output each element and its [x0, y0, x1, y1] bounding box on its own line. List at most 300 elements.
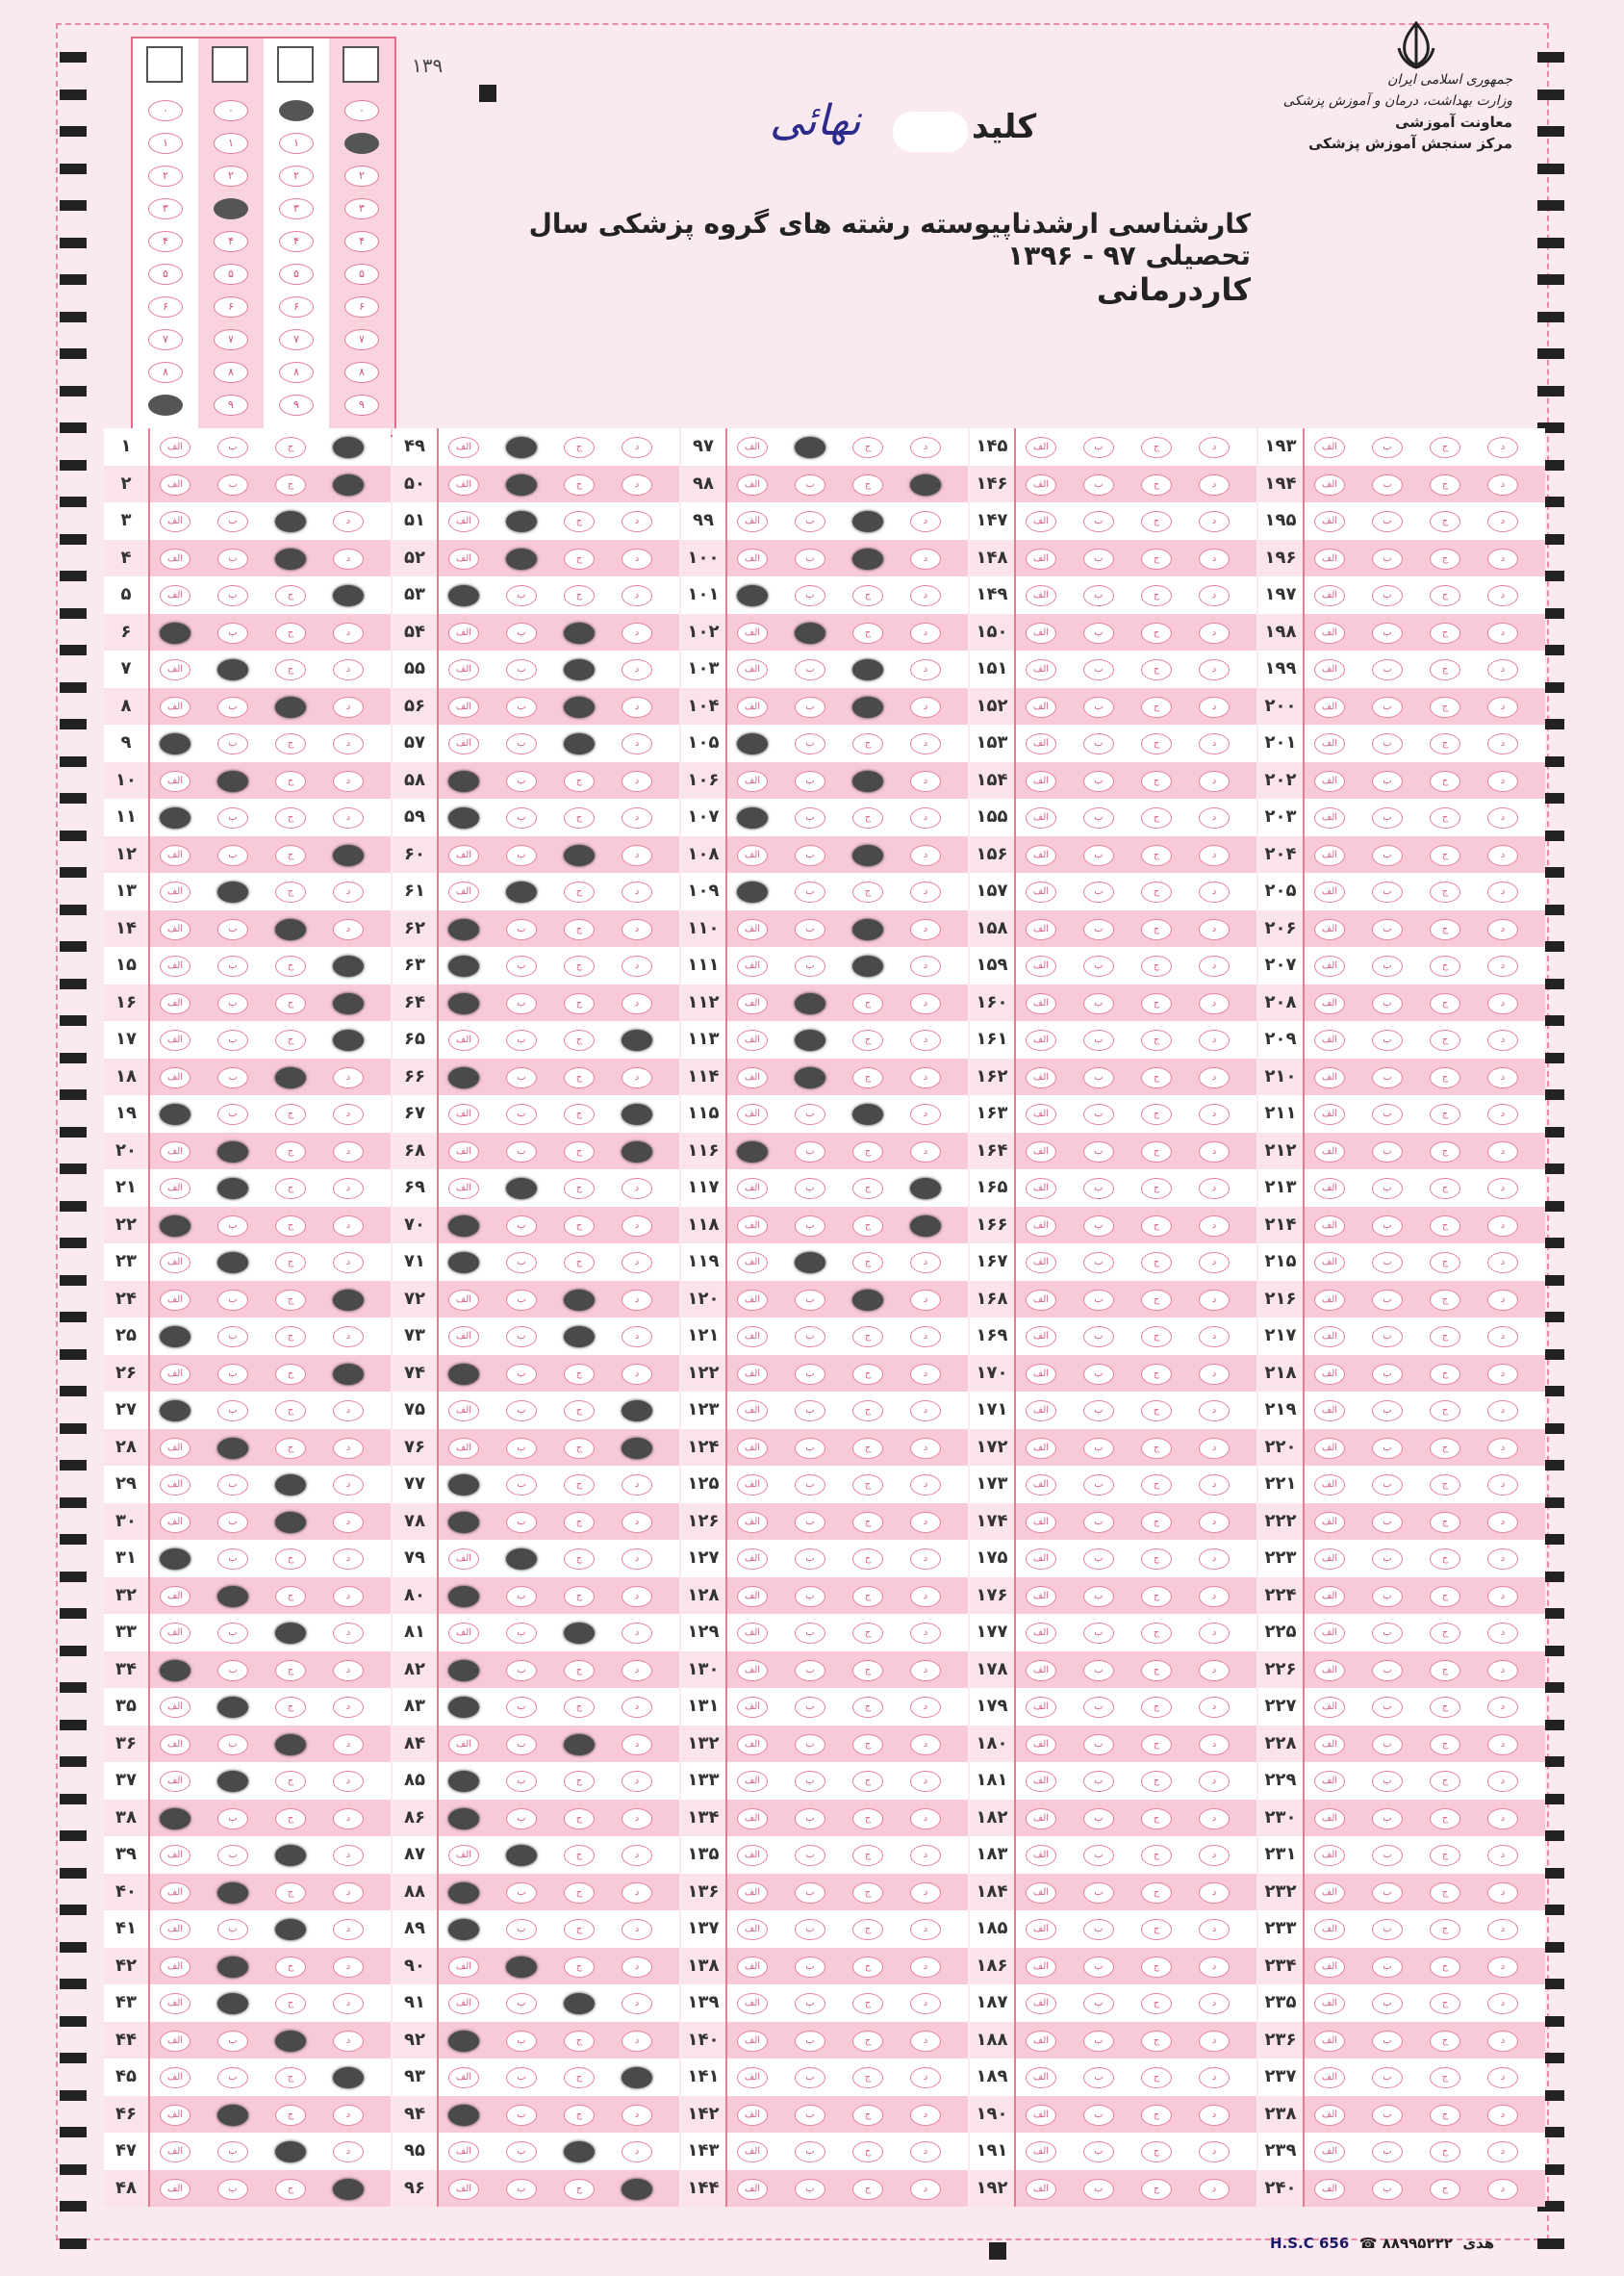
answer-bubble[interactable]: الف	[1026, 1438, 1056, 1459]
answer-bubble[interactable]	[217, 1141, 248, 1163]
answer-bubble[interactable]: ج	[275, 807, 306, 829]
answer-bubble[interactable]: ج	[564, 1586, 595, 1607]
answer-bubble[interactable]: الف	[448, 1326, 479, 1347]
answer-bubble[interactable]: الف	[1314, 1919, 1345, 1940]
answer-bubble[interactable]: ب	[217, 2067, 248, 2088]
answer-bubble[interactable]	[564, 697, 595, 718]
answer-bubble[interactable]: الف	[448, 1030, 479, 1051]
answer-bubble[interactable]	[737, 807, 768, 829]
answer-bubble[interactable]: ج	[564, 807, 595, 829]
answer-bubble[interactable]	[275, 2141, 306, 2162]
answer-bubble[interactable]: د	[910, 1512, 941, 1533]
answer-bubble[interactable]: ج	[852, 1067, 883, 1088]
answer-bubble[interactable]: ب	[1083, 1808, 1114, 1829]
answer-bubble[interactable]: ج	[564, 1400, 595, 1421]
answer-bubble[interactable]: ج	[275, 1586, 306, 1607]
answer-bubble[interactable]: الف	[737, 1993, 768, 2014]
answer-bubble[interactable]: ج	[275, 956, 306, 977]
answer-bubble[interactable]: د	[622, 659, 652, 680]
answer-bubble[interactable]: ب	[1372, 1956, 1403, 1978]
answer-bubble[interactable]: ج	[1141, 1882, 1172, 1904]
answer-bubble[interactable]: د	[1199, 807, 1230, 829]
answer-bubble[interactable]: ب	[1083, 1771, 1114, 1792]
answer-bubble[interactable]: د	[1199, 1548, 1230, 1570]
answer-bubble[interactable]: الف	[160, 1290, 190, 1311]
answer-bubble[interactable]: الف	[1026, 1215, 1056, 1237]
answer-bubble[interactable]: ج	[564, 1438, 595, 1459]
code-digit-bubble[interactable]: ۵	[344, 264, 379, 285]
answer-bubble[interactable]: د	[1487, 549, 1518, 570]
answer-bubble[interactable]: ج	[1141, 1919, 1172, 1940]
answer-bubble[interactable]: ب	[795, 1956, 825, 1978]
answer-bubble[interactable]	[737, 1141, 768, 1163]
answer-bubble[interactable]: الف	[1026, 1734, 1056, 1755]
answer-bubble[interactable]: ب	[1372, 1771, 1403, 1792]
answer-bubble[interactable]: د	[333, 1734, 364, 1755]
answer-bubble[interactable]: ج	[1430, 1067, 1460, 1088]
answer-bubble[interactable]: د	[1487, 919, 1518, 940]
answer-bubble[interactable]: ب	[1372, 1326, 1403, 1347]
answer-bubble[interactable]: ج	[852, 1548, 883, 1570]
answer-bubble[interactable]: الف	[448, 659, 479, 680]
answer-bubble[interactable]: د	[910, 1993, 941, 2014]
answer-bubble[interactable]: ج	[1430, 882, 1460, 903]
answer-bubble[interactable]: ج	[1430, 1586, 1460, 1607]
answer-bubble[interactable]: د	[1199, 956, 1230, 977]
answer-bubble[interactable]: الف	[448, 733, 479, 754]
answer-bubble[interactable]	[217, 882, 248, 903]
answer-bubble[interactable]: الف	[1314, 437, 1345, 458]
answer-bubble[interactable]: ب	[795, 771, 825, 792]
answer-bubble[interactable]: الف	[737, 771, 768, 792]
answer-bubble[interactable]: ب	[1083, 585, 1114, 606]
answer-bubble[interactable]: ب	[506, 2067, 537, 2088]
answer-bubble[interactable]: د	[1199, 1400, 1230, 1421]
answer-bubble[interactable]: ب	[795, 2105, 825, 2126]
answer-bubble[interactable]: ب	[1083, 771, 1114, 792]
answer-bubble[interactable]	[910, 1215, 941, 1237]
answer-bubble[interactable]: د	[910, 1474, 941, 1496]
answer-bubble[interactable]: د	[1487, 1252, 1518, 1273]
answer-bubble[interactable]: ج	[852, 1474, 883, 1496]
answer-bubble[interactable]: ب	[1372, 1252, 1403, 1273]
answer-bubble[interactable]: ب	[217, 697, 248, 718]
answer-bubble[interactable]: د	[910, 585, 941, 606]
answer-bubble[interactable]: ج	[275, 1956, 306, 1978]
answer-bubble[interactable]: ب	[1372, 1215, 1403, 1237]
answer-bubble[interactable]	[448, 1697, 479, 1718]
answer-bubble[interactable]: د	[910, 1882, 941, 1904]
answer-bubble[interactable]: ب	[217, 919, 248, 940]
answer-bubble[interactable]: ج	[564, 956, 595, 977]
answer-bubble[interactable]: ج	[1430, 2179, 1460, 2200]
code-digit-bubble[interactable]: ۶	[214, 296, 248, 318]
answer-bubble[interactable]: ب	[795, 549, 825, 570]
answer-bubble[interactable]: ج	[275, 771, 306, 792]
answer-bubble[interactable]: د	[622, 1956, 652, 1978]
answer-bubble[interactable]: د	[1199, 1215, 1230, 1237]
answer-bubble[interactable]: ج	[1141, 1586, 1172, 1607]
answer-bubble[interactable]: ج	[1141, 1252, 1172, 1273]
answer-bubble[interactable]	[622, 1141, 652, 1163]
answer-bubble[interactable]: ج	[852, 585, 883, 606]
code-digit-bubble[interactable]: ۴	[279, 231, 314, 252]
answer-bubble[interactable]: د	[622, 1660, 652, 1681]
answer-bubble[interactable]: ج	[1430, 1919, 1460, 1940]
answer-bubble[interactable]: ج	[1430, 623, 1460, 644]
answer-bubble[interactable]	[448, 1474, 479, 1496]
answer-bubble[interactable]: د	[1199, 1178, 1230, 1199]
answer-bubble[interactable]: الف	[448, 1845, 479, 1866]
answer-bubble[interactable]: الف	[737, 1290, 768, 1311]
code-digit-bubble[interactable]	[344, 133, 379, 154]
answer-bubble[interactable]: ب	[795, 1808, 825, 1829]
answer-bubble[interactable]: د	[910, 623, 941, 644]
code-digit-bubble[interactable]: ۸	[214, 362, 248, 383]
answer-bubble[interactable]	[795, 1067, 825, 1088]
answer-bubble[interactable]: ب	[506, 1660, 537, 1681]
answer-bubble[interactable]: د	[622, 1882, 652, 1904]
answer-bubble[interactable]: الف	[448, 474, 479, 496]
answer-bubble[interactable]: ج	[564, 511, 595, 532]
answer-bubble[interactable]: ج	[1430, 697, 1460, 718]
answer-bubble[interactable]: د	[622, 1512, 652, 1533]
answer-bubble[interactable]: د	[1199, 1586, 1230, 1607]
answer-bubble[interactable]: الف	[1026, 1623, 1056, 1644]
answer-bubble[interactable]: ب	[217, 1104, 248, 1125]
answer-bubble[interactable]: ب	[1372, 1697, 1403, 1718]
answer-bubble[interactable]: ج	[1141, 2067, 1172, 2088]
answer-bubble[interactable]: الف	[1314, 771, 1345, 792]
answer-bubble[interactable]: ج	[564, 1660, 595, 1681]
answer-bubble[interactable]: ج	[1430, 1734, 1460, 1755]
answer-bubble[interactable]: ب	[506, 1993, 537, 2014]
answer-bubble[interactable]: د	[1199, 623, 1230, 644]
answer-bubble[interactable]: د	[1199, 659, 1230, 680]
code-digit-bubble[interactable]	[279, 100, 314, 121]
code-digit-bubble[interactable]: ۲	[344, 166, 379, 187]
answer-bubble[interactable]: د	[910, 919, 941, 940]
answer-bubble[interactable]: الف	[1314, 1882, 1345, 1904]
answer-bubble[interactable]: د	[910, 1771, 941, 1792]
answer-bubble[interactable]: د	[333, 1956, 364, 1978]
answer-bubble[interactable]: ج	[564, 771, 595, 792]
answer-bubble[interactable]: ج	[1430, 1400, 1460, 1421]
answer-bubble[interactable]: ج	[564, 1512, 595, 1533]
answer-bubble[interactable]: الف	[737, 1252, 768, 1273]
answer-bubble[interactable]: الف	[1314, 1400, 1345, 1421]
answer-bubble[interactable]: د	[1487, 771, 1518, 792]
code-digit-bubble[interactable]	[214, 198, 248, 219]
answer-bubble[interactable]: د	[1487, 697, 1518, 718]
answer-bubble[interactable]: ج	[852, 1364, 883, 1385]
answer-bubble[interactable]: ب	[795, 919, 825, 940]
answer-bubble[interactable]: ج	[1141, 2141, 1172, 2162]
answer-bubble[interactable]: ب	[506, 807, 537, 829]
answer-bubble[interactable]: الف	[160, 697, 190, 718]
answer-bubble[interactable]: ج	[1141, 1474, 1172, 1496]
answer-bubble[interactable]: ب	[1372, 771, 1403, 792]
answer-bubble[interactable]: ب	[217, 1623, 248, 1644]
answer-bubble[interactable]: ب	[506, 1697, 537, 1718]
answer-bubble[interactable]: الف	[160, 1474, 190, 1496]
answer-bubble[interactable]: الف	[737, 1623, 768, 1644]
answer-bubble[interactable]	[275, 1734, 306, 1755]
answer-bubble[interactable]: ب	[1083, 1512, 1114, 1533]
answer-bubble[interactable]: ج	[1430, 1364, 1460, 1385]
answer-bubble[interactable]: ب	[1372, 2067, 1403, 2088]
answer-bubble[interactable]: الف	[1026, 771, 1056, 792]
code-digit-bubble[interactable]: ۱	[214, 133, 248, 154]
answer-bubble[interactable]: ج	[1430, 2105, 1460, 2126]
answer-bubble[interactable]: ج	[852, 1400, 883, 1421]
code-digit-bubble[interactable]: ۹	[344, 395, 379, 416]
answer-bubble[interactable]: ب	[1372, 1548, 1403, 1570]
answer-bubble[interactable]: د	[333, 1400, 364, 1421]
answer-bubble[interactable]	[448, 993, 479, 1014]
code-digit-bubble[interactable]: ۱	[279, 133, 314, 154]
answer-bubble[interactable]: د	[622, 1623, 652, 1644]
answer-bubble[interactable]: ب	[1083, 1623, 1114, 1644]
answer-bubble[interactable]: ب	[217, 1808, 248, 1829]
answer-bubble[interactable]: ب	[795, 1697, 825, 1718]
answer-bubble[interactable]	[217, 659, 248, 680]
answer-bubble[interactable]: الف	[1314, 1512, 1345, 1533]
answer-bubble[interactable]: ب	[795, 1845, 825, 1866]
answer-bubble[interactable]: الف	[160, 956, 190, 977]
answer-bubble[interactable]: د	[1199, 1845, 1230, 1866]
answer-bubble[interactable]: الف	[1026, 549, 1056, 570]
answer-bubble[interactable]: الف	[737, 1326, 768, 1347]
code-digit-bubble[interactable]: ۵	[279, 264, 314, 285]
answer-bubble[interactable]: ب	[1083, 1178, 1114, 1199]
answer-bubble[interactable]: الف	[448, 845, 479, 866]
answer-bubble[interactable]: د	[333, 1215, 364, 1237]
answer-bubble[interactable]: ب	[506, 585, 537, 606]
answer-bubble[interactable]: د	[1199, 2031, 1230, 2052]
answer-bubble[interactable]: د	[1199, 474, 1230, 496]
answer-bubble[interactable]	[160, 1326, 190, 1347]
answer-bubble[interactable]: الف	[448, 623, 479, 644]
answer-bubble[interactable]: الف	[448, 2179, 479, 2200]
answer-bubble[interactable]: د	[1487, 1697, 1518, 1718]
answer-bubble[interactable]: د	[622, 474, 652, 496]
answer-bubble[interactable]: الف	[160, 771, 190, 792]
answer-bubble[interactable]: ج	[852, 993, 883, 1014]
answer-bubble[interactable]: ج	[1430, 845, 1460, 866]
answer-bubble[interactable]: د	[1199, 1512, 1230, 1533]
answer-bubble[interactable]: الف	[737, 1030, 768, 1051]
answer-bubble[interactable]: ب	[795, 511, 825, 532]
answer-bubble[interactable]	[275, 1474, 306, 1496]
answer-bubble[interactable]: د	[622, 733, 652, 754]
answer-bubble[interactable]: ج	[275, 993, 306, 1014]
answer-bubble[interactable]: ج	[275, 1660, 306, 1681]
answer-bubble[interactable]: د	[1487, 1326, 1518, 1347]
answer-bubble[interactable]: د	[910, 1548, 941, 1570]
answer-bubble[interactable]	[275, 1623, 306, 1644]
answer-bubble[interactable]	[564, 2141, 595, 2162]
answer-bubble[interactable]: ب	[506, 771, 537, 792]
answer-bubble[interactable]: الف	[448, 2067, 479, 2088]
answer-bubble[interactable]: ب	[795, 2031, 825, 2052]
answer-bubble[interactable]: ج	[1141, 659, 1172, 680]
answer-bubble[interactable]: ب	[1372, 2179, 1403, 2200]
answer-bubble[interactable]: ج	[1430, 1882, 1460, 1904]
answer-bubble[interactable]: ب	[506, 697, 537, 718]
answer-bubble[interactable]: د	[1487, 474, 1518, 496]
answer-bubble[interactable]: الف	[737, 1067, 768, 1088]
answer-bubble[interactable]: د	[622, 1178, 652, 1199]
answer-bubble[interactable]: ج	[1141, 1067, 1172, 1088]
answer-bubble[interactable]: د	[1487, 956, 1518, 977]
answer-bubble[interactable]	[217, 1771, 248, 1792]
answer-bubble[interactable]: ج	[1141, 697, 1172, 718]
answer-bubble[interactable]	[564, 1290, 595, 1311]
answer-bubble[interactable]: ب	[795, 1400, 825, 1421]
answer-bubble[interactable]: د	[1487, 882, 1518, 903]
answer-bubble[interactable]: ج	[564, 1067, 595, 1088]
answer-bubble[interactable]: ج	[564, 1474, 595, 1496]
answer-bubble[interactable]: الف	[1026, 1104, 1056, 1125]
answer-bubble[interactable]: ب	[1372, 1364, 1403, 1385]
answer-bubble[interactable]: د	[910, 549, 941, 570]
answer-bubble[interactable]: ب	[217, 1290, 248, 1311]
answer-bubble[interactable]	[795, 437, 825, 458]
answer-bubble[interactable]: ب	[506, 733, 537, 754]
answer-bubble[interactable]	[737, 733, 768, 754]
answer-bubble[interactable]: ج	[1430, 1512, 1460, 1533]
answer-bubble[interactable]: ج	[852, 1734, 883, 1755]
answer-bubble[interactable]: الف	[737, 1919, 768, 1940]
answer-bubble[interactable]	[275, 1919, 306, 1940]
answer-bubble[interactable]: الف	[448, 1400, 479, 1421]
answer-bubble[interactable]: الف	[160, 474, 190, 496]
answer-bubble[interactable]: د	[1487, 1808, 1518, 1829]
answer-bubble[interactable]	[448, 1215, 479, 1237]
answer-bubble[interactable]: ب	[506, 1512, 537, 1533]
answer-bubble[interactable]: ج	[1430, 1548, 1460, 1570]
answer-bubble[interactable]: الف	[1314, 1438, 1345, 1459]
answer-bubble[interactable]: ب	[506, 1290, 537, 1311]
answer-bubble[interactable]: ب	[506, 919, 537, 940]
answer-bubble[interactable]: د	[1199, 919, 1230, 940]
answer-bubble[interactable]: د	[1199, 1030, 1230, 1051]
answer-bubble[interactable]: الف	[1314, 845, 1345, 866]
answer-bubble[interactable]: د	[1487, 1400, 1518, 1421]
answer-bubble[interactable]: د	[1199, 1067, 1230, 1088]
answer-bubble[interactable]: الف	[1026, 1400, 1056, 1421]
answer-bubble[interactable]: ج	[564, 1771, 595, 1792]
answer-bubble[interactable]: ج	[564, 1141, 595, 1163]
answer-bubble[interactable]	[160, 1808, 190, 1829]
answer-bubble[interactable]: ب	[1083, 697, 1114, 718]
answer-bubble[interactable]: الف	[1314, 1290, 1345, 1311]
answer-bubble[interactable]: د	[1199, 585, 1230, 606]
answer-bubble[interactable]: د	[622, 1808, 652, 1829]
answer-bubble[interactable]: ب	[795, 1771, 825, 1792]
answer-bubble[interactable]: د	[910, 2141, 941, 2162]
answer-bubble[interactable]: د	[1487, 1623, 1518, 1644]
answer-bubble[interactable]: الف	[737, 845, 768, 866]
answer-bubble[interactable]: د	[910, 1326, 941, 1347]
answer-bubble[interactable]: الف	[160, 511, 190, 532]
answer-bubble[interactable]: الف	[1026, 1178, 1056, 1199]
answer-bubble[interactable]: ج	[1430, 1326, 1460, 1347]
answer-bubble[interactable]: الف	[1026, 882, 1056, 903]
answer-bubble[interactable]: ج	[1141, 585, 1172, 606]
answer-bubble[interactable]: الف	[737, 623, 768, 644]
answer-bubble[interactable]: ج	[275, 1882, 306, 1904]
answer-bubble[interactable]: ج	[275, 1290, 306, 1311]
answer-bubble[interactable]: ج	[1430, 1660, 1460, 1681]
answer-bubble[interactable]: ج	[564, 585, 595, 606]
answer-bubble[interactable]: د	[333, 1993, 364, 2014]
answer-bubble[interactable]: ج	[852, 1882, 883, 1904]
answer-bubble[interactable]: الف	[1026, 623, 1056, 644]
answer-bubble[interactable]: الف	[448, 1178, 479, 1199]
answer-bubble[interactable]	[333, 993, 364, 1014]
answer-bubble[interactable]: ب	[1083, 511, 1114, 532]
answer-bubble[interactable]	[217, 1178, 248, 1199]
answer-bubble[interactable]: ب	[1083, 1548, 1114, 1570]
answer-bubble[interactable]: ب	[506, 1104, 537, 1125]
answer-bubble[interactable]: ب	[1372, 1512, 1403, 1533]
answer-bubble[interactable]: د	[622, 1474, 652, 1496]
code-digit-bubble[interactable]: ۲	[279, 166, 314, 187]
answer-bubble[interactable]: الف	[160, 2067, 190, 2088]
answer-bubble[interactable]: ب	[1372, 1808, 1403, 1829]
answer-bubble[interactable]: الف	[737, 697, 768, 718]
answer-bubble[interactable]: ب	[217, 807, 248, 829]
answer-bubble[interactable]: ب	[217, 549, 248, 570]
answer-bubble[interactable]: ج	[1430, 2067, 1460, 2088]
answer-bubble[interactable]: د	[333, 1252, 364, 1273]
answer-bubble[interactable]: د	[1199, 1771, 1230, 1792]
code-digit-bubble[interactable]: ۶	[344, 296, 379, 318]
answer-bubble[interactable]: ج	[1141, 1993, 1172, 2014]
answer-bubble[interactable]: الف	[737, 2141, 768, 2162]
answer-bubble[interactable]: د	[910, 1623, 941, 1644]
answer-bubble[interactable]: الف	[1314, 1067, 1345, 1088]
answer-bubble[interactable]: ب	[1372, 1623, 1403, 1644]
answer-bubble[interactable]: ب	[217, 437, 248, 458]
answer-bubble[interactable]: ب	[1372, 807, 1403, 829]
answer-bubble[interactable]	[852, 1290, 883, 1311]
answer-bubble[interactable]: الف	[160, 993, 190, 1014]
answer-bubble[interactable]: الف	[160, 919, 190, 940]
answer-bubble[interactable]: د	[1487, 1141, 1518, 1163]
answer-bubble[interactable]: الف	[1026, 1845, 1056, 1866]
answer-bubble[interactable]: الف	[1314, 2105, 1345, 2126]
answer-bubble[interactable]: الف	[1026, 1067, 1056, 1088]
answer-bubble[interactable]: ج	[275, 882, 306, 903]
answer-bubble[interactable]: ب	[1083, 1474, 1114, 1496]
answer-bubble[interactable]: الف	[1026, 1993, 1056, 2014]
answer-bubble[interactable]: الف	[1314, 1734, 1345, 1755]
answer-bubble[interactable]: ج	[852, 2067, 883, 2088]
answer-bubble[interactable]	[852, 956, 883, 977]
answer-bubble[interactable]: د	[622, 2105, 652, 2126]
answer-bubble[interactable]: ج	[1141, 845, 1172, 866]
answer-bubble[interactable]	[506, 1548, 537, 1570]
answer-bubble[interactable]: الف	[737, 1586, 768, 1607]
answer-bubble[interactable]: ب	[506, 1030, 537, 1051]
answer-bubble[interactable]: الف	[448, 882, 479, 903]
answer-bubble[interactable]: ج	[1430, 1474, 1460, 1496]
answer-bubble[interactable]: د	[1487, 1067, 1518, 1088]
answer-bubble[interactable]: د	[622, 1290, 652, 1311]
